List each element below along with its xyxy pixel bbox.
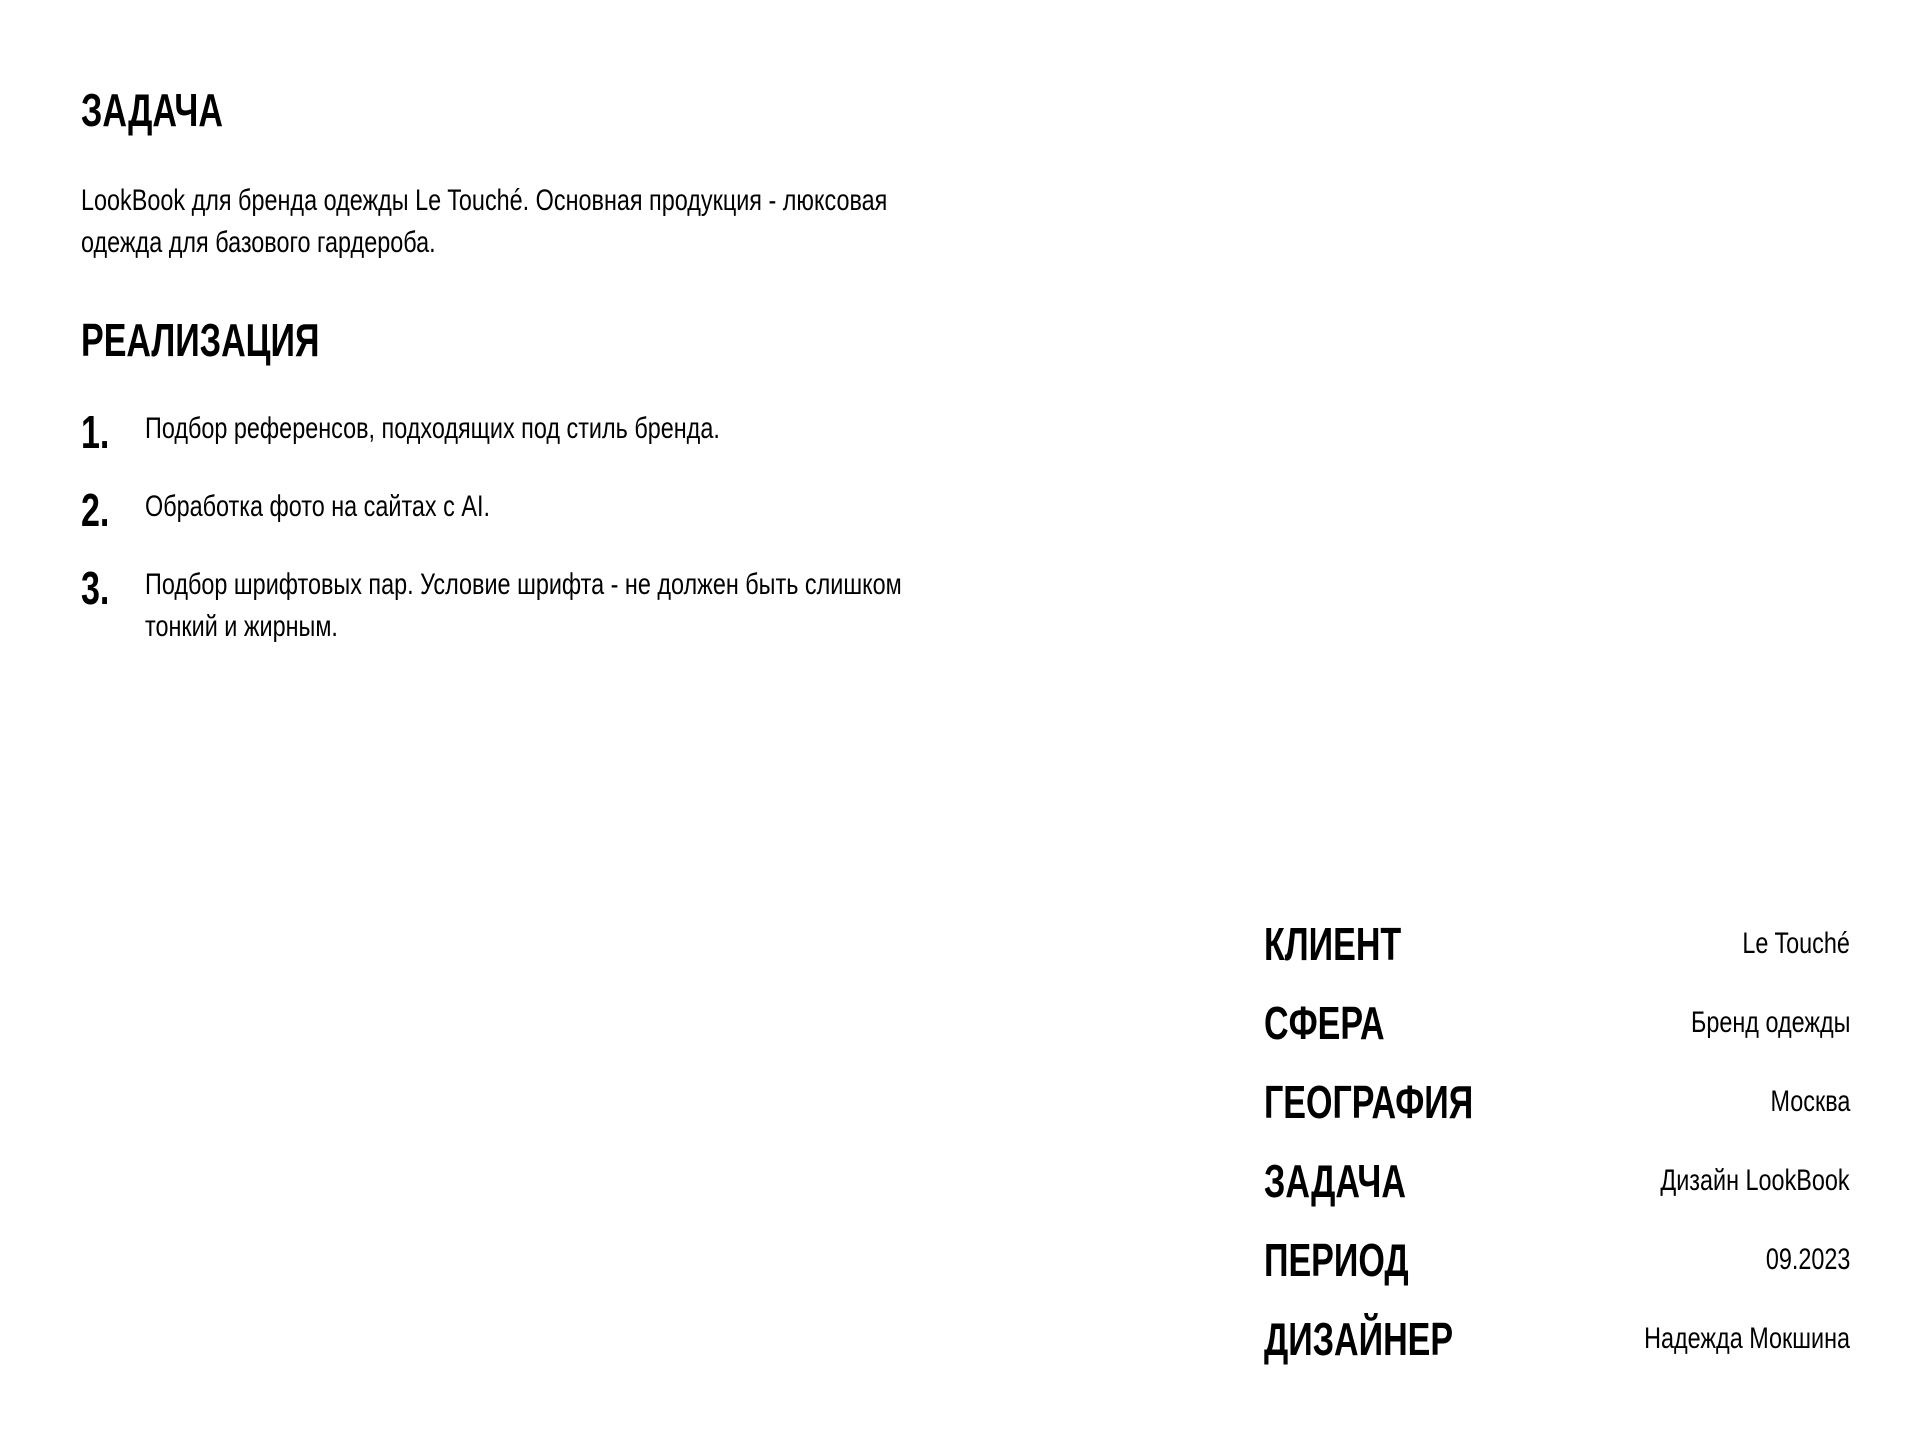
implementation-steps (81, 408, 1081, 648)
step-text (145, 408, 1081, 450)
detail-row-sphere (1264, 991, 1850, 1070)
detail-value: Дизайн LookBook (1660, 1164, 1850, 1197)
detail-row-designer (1264, 1307, 1850, 1386)
step-number: 2. (81, 484, 110, 536)
detail-row-client (1264, 912, 1850, 991)
step-text-line: Подбор референсов, подходящих под стиль бренда. (145, 412, 720, 445)
detail-value: 09.2023 (1765, 1243, 1850, 1276)
detail-row-geography (1264, 1070, 1850, 1149)
project-details (1264, 912, 1850, 1386)
task-description-line: LookBook для бренда одежды Le Touché. Основная продукция - люксовая (81, 184, 888, 217)
detail-label: ДИЗАЙНЕР (1264, 1313, 1454, 1365)
detail-label: СФЕРА (1264, 997, 1385, 1049)
detail-label: КЛИЕНТ (1264, 918, 1402, 970)
implementation-heading: РЕАЛИЗАЦИЯ (81, 314, 320, 366)
detail-row-period (1264, 1228, 1850, 1307)
step-number: 1. (81, 406, 110, 458)
step-text (145, 486, 1081, 528)
step-text-line: Подбор шрифтовых пар. Условие шрифта - не должен быть слишком (145, 568, 902, 601)
detail-row-task (1264, 1149, 1850, 1228)
detail-label: ЗАДАЧА (1264, 1155, 1406, 1207)
implementation-step (81, 564, 1081, 648)
detail-value: Бренд одежды (1690, 1006, 1850, 1039)
step-text-line: Обработка фото на сайтах с AI. (145, 490, 490, 523)
step-text-line: тонкий и жирным. (145, 610, 338, 643)
detail-value: Надежда Мокшина (1644, 1322, 1850, 1355)
implementation-section (81, 308, 1081, 678)
implementation-step (81, 408, 1081, 456)
implementation-step (81, 486, 1081, 534)
task-section (81, 78, 1081, 264)
step-number: 3. (81, 562, 110, 614)
detail-label: ПЕРИОД (1264, 1234, 1409, 1286)
step-text (145, 564, 1081, 648)
task-heading: ЗАДАЧА (81, 84, 223, 136)
detail-value: Le Touché (1742, 927, 1850, 960)
detail-label: ГЕОГРАФИЯ (1264, 1076, 1474, 1128)
detail-value: Москва (1770, 1085, 1850, 1118)
task-description-line: одежда для базового гардероба. (81, 226, 436, 259)
task-description (81, 180, 1081, 264)
